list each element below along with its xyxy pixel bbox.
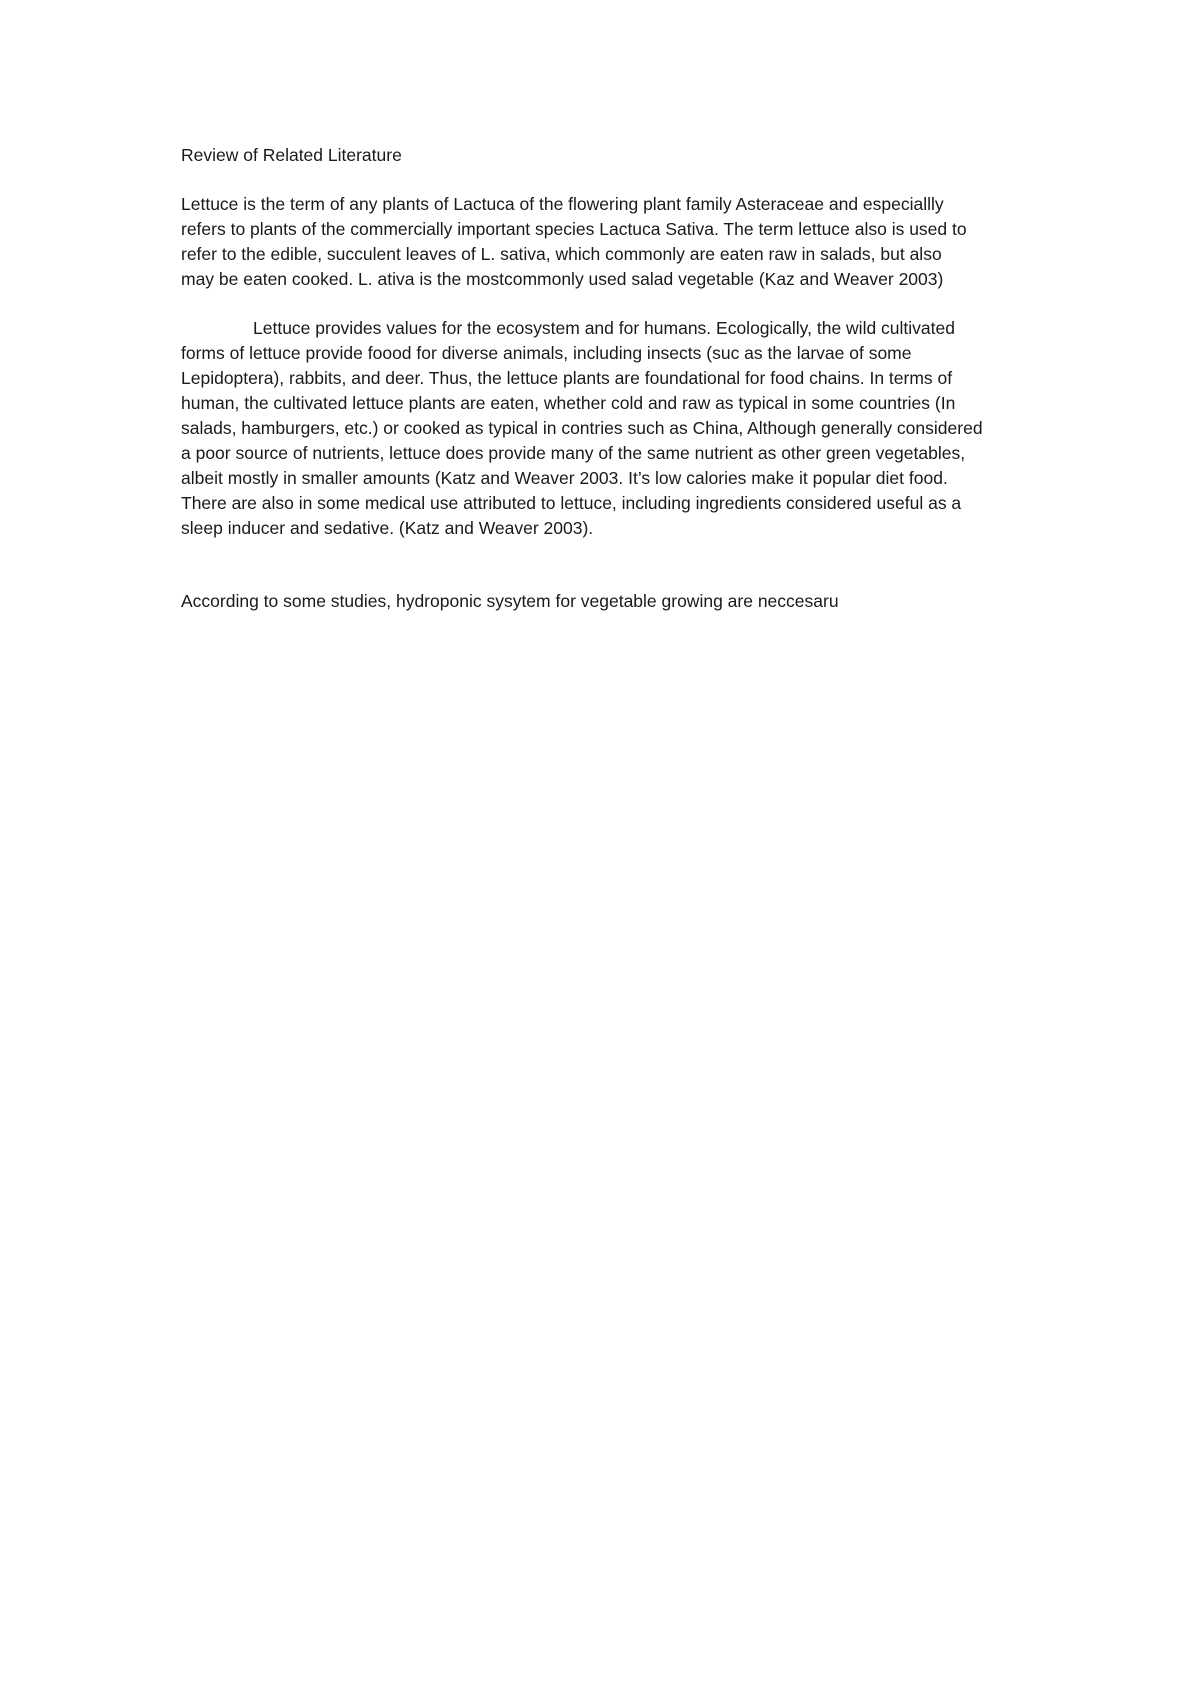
paragraph-line: There are also in some medical use attributed to lettuce, including ingredients considered useful as a [181,493,962,513]
document-title: Review of Related Literature [181,145,402,165]
paragraph-3 [181,589,1031,614]
paragraph-line: Lettuce provides values for the ecosystem and for humans. Ecologically, the wild cultivated [253,318,955,338]
paragraph-line: refer to the edible, succulent leaves of L. sativa, which commonly are eaten raw in salads, but also [181,244,942,264]
paragraph-line: albeit mostly in smaller amounts (Katz and Weaver 2003. It’s low calories make it popular diet food. [181,468,948,488]
paragraph-line: salads, hamburgers, etc.) or cooked as typical in contries such as China, Although generally considered [181,418,983,438]
paragraph-line: sleep inducer and sedative. (Katz and Weaver 2003). [181,518,594,538]
paragraph-2 [181,316,1031,541]
document-body [181,143,1031,614]
paragraph-line: human, the cultivated lettuce plants are eaten, whether cold and raw as typical in some countries (In [181,393,956,413]
paragraph-line: Lepidoptera), rabbits, and deer. Thus, the lettuce plants are foundational for food chains. In terms of [181,368,953,388]
paragraph-line: Lettuce is the term of any plants of Lactuca of the flowering plant family Asteraceae and especiallly [181,194,944,214]
paragraph-1 [181,192,1031,292]
paragraph-line: a poor source of nutrients, lettuce does provide many of the same nutrient as other green vegetables, [181,443,966,463]
paragraph-line: forms of lettuce provide foood for diverse animals, including insects (suc as the larvae of some [181,343,912,363]
paragraph-line: refers to plants of the commercially important species Lactuca Sativa. The term lettuce also is used to [181,219,967,239]
paragraph-line: According to some studies, hydroponic sysytem for vegetable growing are neccesaru [181,591,839,611]
paragraph-line: may be eaten cooked. L. ativa is the mostcommonly used salad vegetable (Kaz and Weaver 2003) [181,269,944,289]
